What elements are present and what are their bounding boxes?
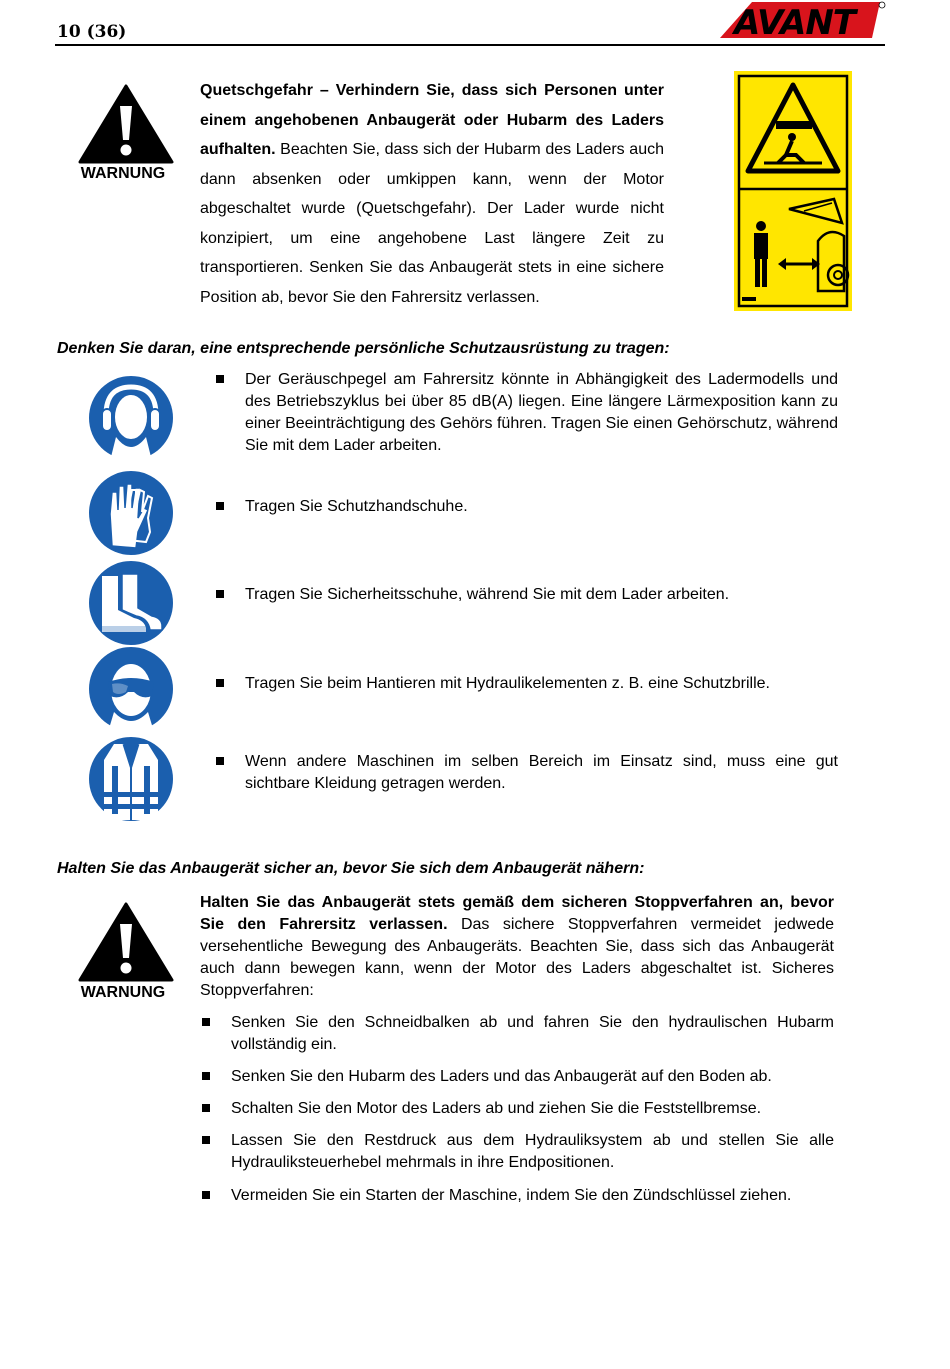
stop-step-text: Vermeiden Sie ein Starten der Maschine, indem Sie den Zündschlüssel ziehen. (231, 1187, 792, 1204)
avant-logo (712, 0, 887, 42)
bullet-icon (202, 1072, 210, 1080)
stop-text: Das sichere Stoppverfahren vermeidet jedwede versehentliche Bewegung des Anbaugeräts. Beachten Sie, dass sich das Anbaugerät auch dann bewegen kann, wenn der Motor des Laders abgeschaltet ist. Sicheres Stoppverfahren: (200, 916, 835, 999)
hi-vis-vest-icon (88, 736, 174, 822)
stop-step-4 (202, 1130, 834, 1174)
ppe-item-gloves (216, 496, 838, 518)
gloves-icon (88, 470, 174, 556)
page-number: 10 (36) (57, 22, 127, 42)
bullet-icon (202, 1018, 210, 1026)
warning-triangle-icon (78, 84, 174, 164)
bullet-icon (202, 1191, 210, 1199)
safety-boots-icon (88, 560, 174, 646)
warning-triangle-icon (78, 902, 174, 982)
ear-protection-icon (88, 375, 174, 461)
ppe-item-text: Tragen Sie Schutzhandschuhe. (245, 498, 468, 515)
ppe-item-boots (216, 584, 838, 606)
ppe-heading: Denken Sie daran, eine entsprechende persönliche Schutzausrüstung zu tragen: (57, 340, 670, 357)
bullet-icon (202, 1136, 210, 1144)
stop-step-text: Senken Sie den Schneidbalken ab und fahren Sie den hydraulischen Hubarm vollständig ein. (231, 1014, 834, 1053)
ppe-item-glasses (216, 673, 838, 695)
bullet-icon (216, 757, 224, 765)
stop-heading: Halten Sie das Anbaugerät sicher an, bevor Sie sich dem Anbaugerät nähern: (57, 860, 645, 877)
crush-hazard-text: Beachten Sie, dass sich der Hubarm des Laders auch dann absenken oder umkippen kann, wenn der Motor abgeschaltet wurde (Quetschgefahr). Der Lader wurde nicht konzipiert, um eine angehobene Last längere Zeit zu transportieren. Senken Sie das Anbaugerät stets in eine sichere Position ab, bevor Sie den Fahrersitz verlassen. (200, 141, 664, 306)
stop-bold: Halten Sie das Anbaugerät stets gemäß dem sicheren Stoppverfahren an, bevor Sie den Fahrersitz verlassen. (200, 894, 834, 933)
bullet-icon (216, 502, 224, 510)
crush-hazard-decal (734, 71, 852, 311)
ppe-item-text: Tragen Sie Sicherheitsschuhe, während Sie mit dem Lader arbeiten. (245, 586, 730, 603)
stop-step-text: Schalten Sie den Motor des Laders ab und ziehen Sie die Feststellbremse. (231, 1100, 762, 1117)
stop-step-text: Senken Sie den Hubarm des Laders und das Anbaugerät auf den Boden ab. (231, 1068, 772, 1085)
bullet-icon (216, 375, 224, 383)
crush-hazard-bold: Quetschgefahr – Verhindern Sie, dass sich Personen unter einem angehobenen Anbaugerät oder Hubarm des Laders aufhalten. (200, 82, 664, 158)
warning-label: WARNUNG (80, 165, 166, 182)
bullet-icon (216, 590, 224, 598)
safety-glasses-icon (88, 646, 174, 732)
stop-step-3 (202, 1098, 834, 1120)
ppe-item-text: Der Geräuschpegel am Fahrersitz könnte in Abhängigkeit des Ladermodells und des Betriebszyklus bei über 85 dB(A) liegen. Eine längere Lärmexposition kann zu einer Beeinträchtigung des Gehörs führen. Tragen Sie einen Gehörschutz, während Sie mit dem Lader arbeiten. (245, 371, 838, 454)
stop-step-2 (202, 1066, 834, 1088)
crush-hazard-paragraph (200, 76, 664, 312)
warning-label: WARNUNG (80, 984, 166, 1001)
bullet-icon (216, 679, 224, 687)
ppe-item-ear (216, 369, 838, 457)
ppe-item-text: Wenn andere Maschinen im selben Bereich im Einsatz sind, muss eine gut sichtbare Kleidung getragen werden. (245, 753, 838, 792)
ppe-item-text: Tragen Sie beim Hantieren mit Hydraulikelementen z. B. eine Schutzbrille. (245, 675, 770, 692)
stop-step-5 (202, 1185, 834, 1207)
svg-text:AVANT: AVANT (734, 3, 855, 42)
stop-step-1 (202, 1012, 834, 1056)
stop-step-text: Lassen Sie den Restdruck aus dem Hydrauliksystem ab und stellen Sie alle Hydrauliksteuerhebel mehrmals in ihre Endpositionen. (231, 1132, 834, 1171)
ppe-item-vest (216, 751, 838, 795)
header-divider (55, 44, 885, 46)
bullet-icon (202, 1104, 210, 1112)
stop-paragraph (200, 892, 834, 1002)
